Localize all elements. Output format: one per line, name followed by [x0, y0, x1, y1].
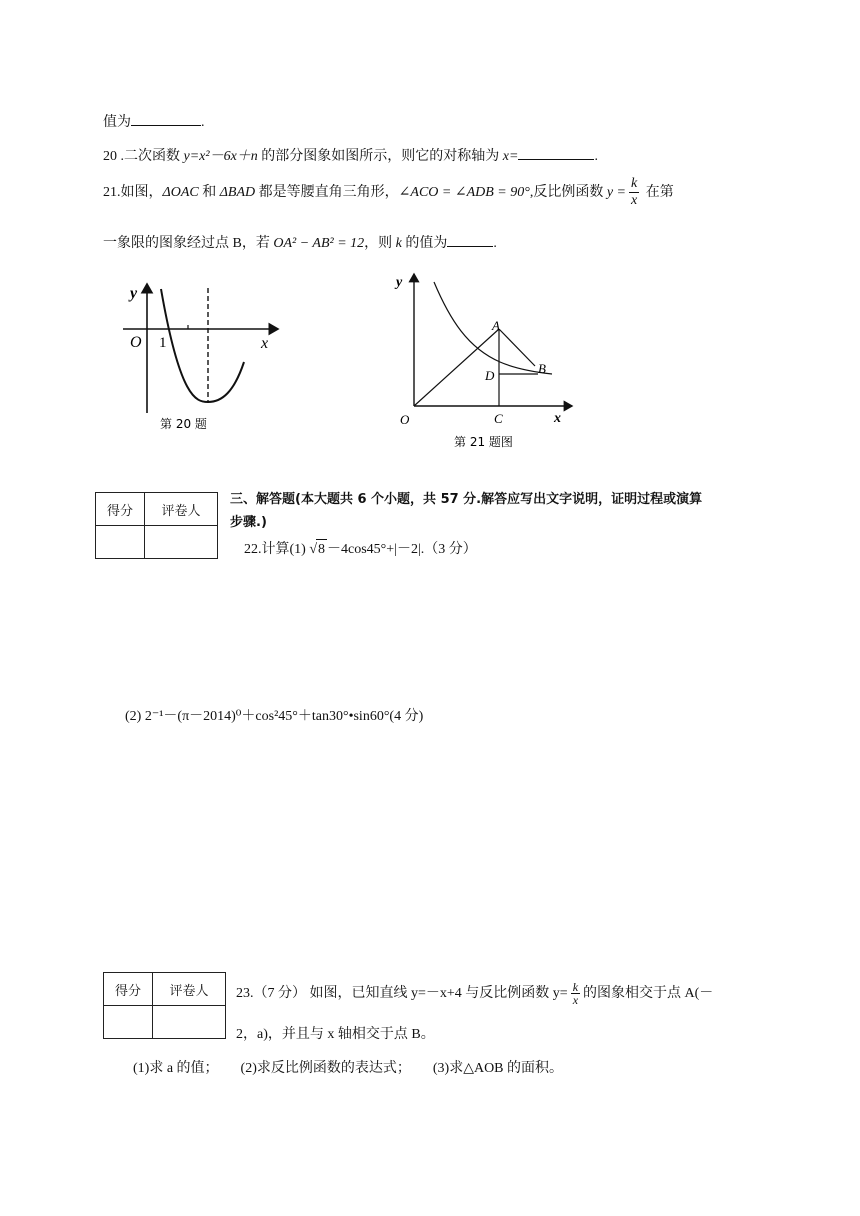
fig21-caption: 第 21 题图	[454, 435, 513, 449]
q21-triangle-oac: ΔOAC	[162, 185, 199, 200]
question-22-part2: (2) 2⁻¹－(π－2014)⁰＋cos²45°＋tan30°•sin60°(4 分)	[125, 709, 424, 724]
score-box-2-grader-header: 评卷人	[153, 973, 226, 1006]
score-box-2	[103, 972, 226, 1039]
fig21-y-label: y	[396, 275, 403, 290]
score-box-1-score-cell[interactable]	[96, 526, 145, 559]
score-box-1-score-header: 得分	[96, 493, 145, 526]
q21-line2-end: 的值为	[401, 236, 448, 251]
q22-part1-pre: 22.计算(1)	[244, 542, 310, 557]
q19-end: .	[201, 115, 205, 130]
question-20	[103, 145, 598, 167]
q21-condition: OA² − AB² = 12	[273, 236, 365, 251]
q19-answer-blank[interactable]	[131, 111, 201, 126]
q21-triangle-bad: ΔBAD	[219, 185, 256, 200]
fig21-point-d: D	[485, 368, 495, 383]
fig20-tick-label: 1	[159, 335, 167, 351]
score-box-2-score-cell[interactable]	[104, 1006, 153, 1039]
q21-text-mid: 都是等腰直角三角形，	[255, 185, 399, 200]
q23-line1-pre: 23.（7 分） 如图，已知直线 y=－x+4 与反比例函数 y=	[236, 986, 568, 1001]
q21-frac-den: x	[631, 193, 638, 209]
fig21-segment-ab	[499, 329, 535, 366]
fig21-origin-label: O	[400, 412, 410, 427]
q23-line1-post: 的图象相交于点 A(－	[583, 986, 714, 1001]
score-box-1-grader-cell[interactable]	[145, 526, 218, 559]
q20-function: y=x²－6x＋n	[183, 149, 258, 164]
q20-text-mid: 的部分图象如图所示，则它的对称轴为	[257, 149, 503, 164]
q21-angles: ∠ACO = ∠ADB = 90°	[398, 185, 530, 200]
q21-text-post: ,反比例函数	[529, 185, 607, 200]
q23-sub2: (2)求反比例函数的表达式；	[240, 1061, 411, 1076]
q21-and: 和	[198, 185, 220, 200]
q20-end: .	[594, 149, 598, 164]
q23-sub1: (1)求 a 的值；	[133, 1061, 219, 1076]
q21-text-end: 在第	[642, 185, 674, 200]
q21-y-eq: y =	[606, 185, 626, 200]
q23-fraction	[571, 981, 580, 1006]
score-box-1	[95, 492, 218, 559]
q23-frac-num: k	[572, 980, 579, 995]
question-21-line1	[103, 173, 674, 213]
q23-sub3: (3)求△AOB 的面积。	[432, 1061, 564, 1076]
question-23-line1	[236, 978, 713, 1010]
question-21-line2	[103, 232, 497, 254]
q22-sqrt: √8	[309, 542, 327, 557]
q21-fraction	[629, 176, 639, 209]
section-3-heading-line1: 三、解答题(本大题共 6 个小题，共 57 分.解答应写出文字说明，证明过程或演算	[230, 492, 703, 507]
figure-20	[118, 280, 288, 440]
q20-number: 20	[103, 149, 117, 164]
q22-radicand: 8	[316, 539, 327, 560]
score-box-2-grader-cell[interactable]	[153, 1006, 226, 1039]
q19-text: 值为	[103, 115, 131, 130]
q23-frac-den: x	[572, 993, 579, 1008]
fig21-point-c: C	[494, 411, 503, 426]
score-box-1-grader-header: 评卷人	[145, 493, 218, 526]
q20-answer-blank[interactable]	[518, 145, 594, 160]
figure-21	[388, 270, 598, 460]
q21-answer-blank[interactable]	[447, 232, 493, 247]
q19-tail	[103, 111, 205, 133]
fig20-origin-label: O	[130, 334, 142, 351]
fig21-x-label: x	[554, 411, 561, 426]
question-23-line2: 2，a)，并且与 x 轴相交于点 B。	[236, 1027, 435, 1042]
q21-k: k	[395, 236, 402, 251]
q21-text-pre: 21.如图，	[103, 185, 163, 200]
question-22-part1	[244, 539, 477, 560]
fig20-parabola	[161, 289, 244, 402]
fig20-x-label: x	[261, 335, 269, 352]
q22-part1-post: －4cos45°+|－2|.（3 分）	[327, 542, 477, 557]
fig20-caption: 第 20 题	[160, 417, 207, 431]
score-box-2-score-header: 得分	[104, 973, 153, 1006]
q21-line2-mid: ，则	[364, 236, 396, 251]
q21-frac-num: k	[631, 176, 638, 192]
fig21-point-a: A	[492, 318, 500, 333]
q20-text-pre: .二次函数	[117, 149, 184, 164]
fig20-y-label: y	[130, 285, 138, 302]
q20-axis-var: x=	[502, 149, 519, 164]
q21-end: .	[493, 236, 497, 251]
question-23-subparts	[133, 1059, 563, 1079]
fig21-point-b: B	[538, 361, 546, 376]
q21-line2-pre: 一象限的图象经过点 B，若	[103, 236, 274, 251]
section-3-heading-line2: 步骤.)	[230, 515, 267, 530]
